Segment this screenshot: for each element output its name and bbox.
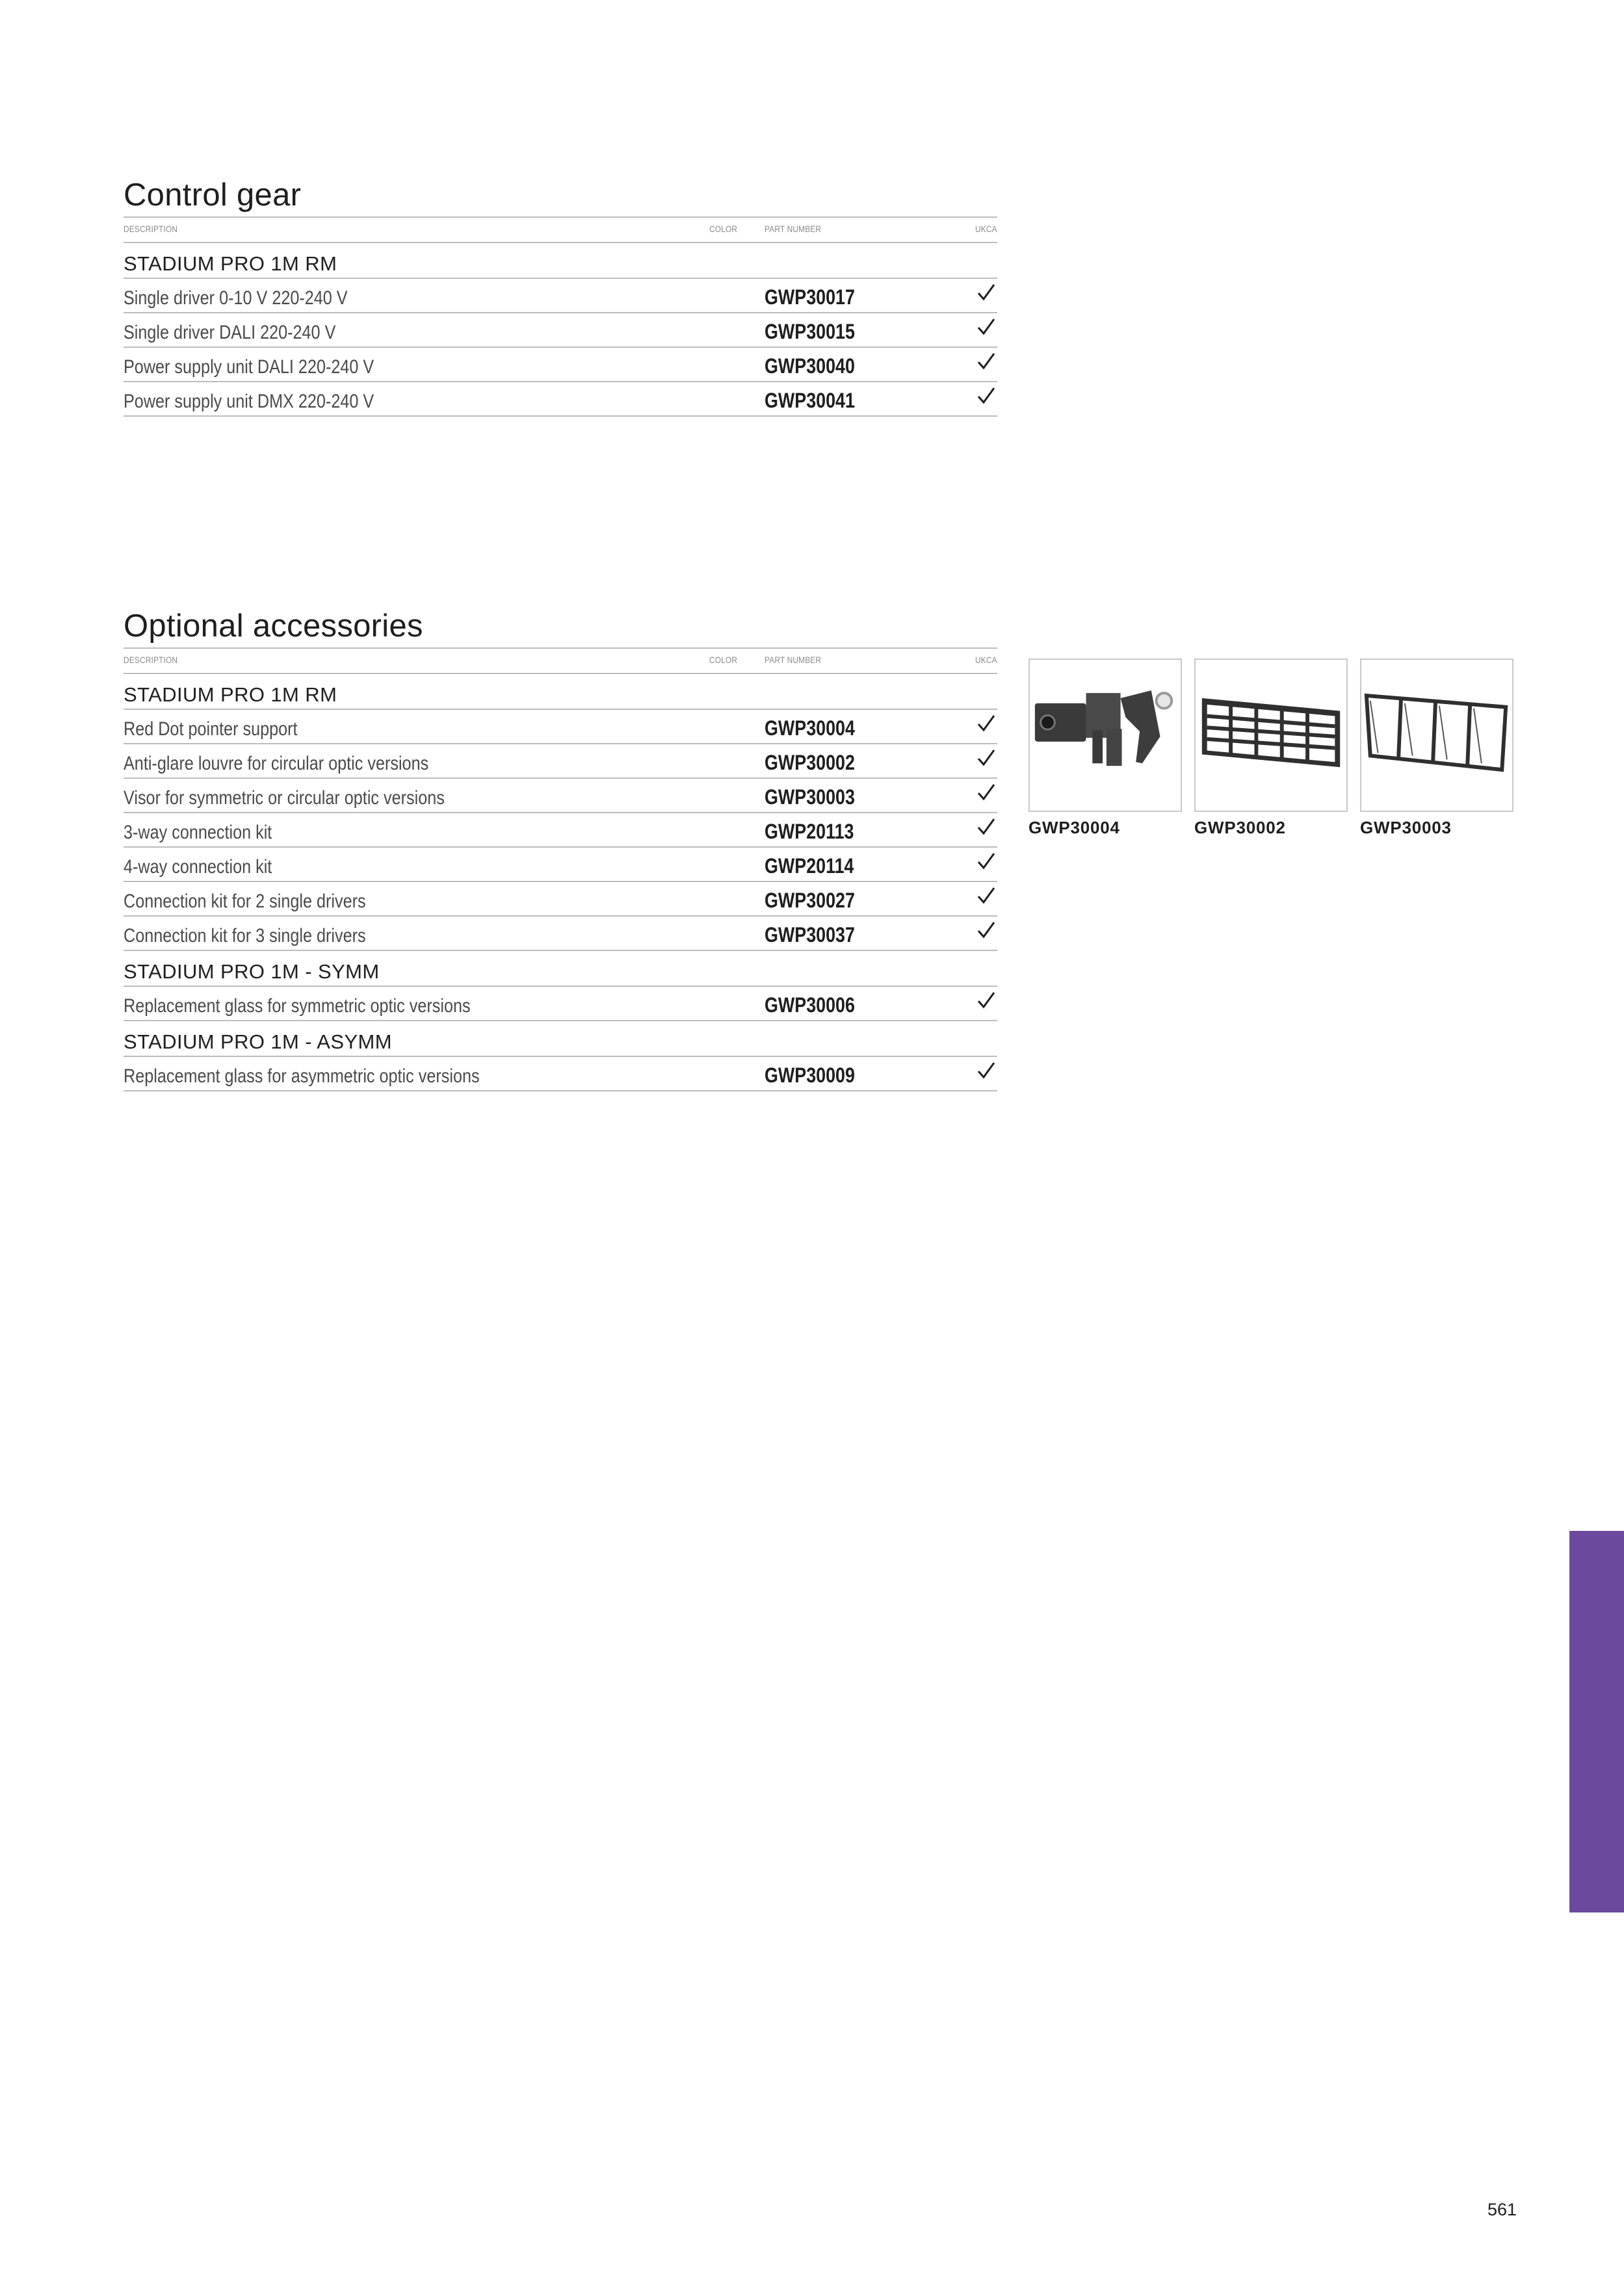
row-part-number: GWP30002 [765, 751, 855, 774]
row-description: Connection kit for 2 single drivers [124, 891, 366, 912]
header-color: COLOR [709, 224, 738, 234]
image-label: GWP30004 [1028, 818, 1120, 837]
row-description: Visor for symmetric or circular optic versions [124, 787, 445, 809]
row-description: Connection kit for 3 single drivers [124, 925, 366, 946]
table-row [124, 744, 997, 779]
row-part-number: GWP20113 [765, 820, 854, 843]
check-icon [976, 783, 996, 802]
row-description: Anti-glare louvre for circular optic versions [124, 753, 429, 774]
pointer-support-icon [1030, 660, 1181, 811]
group-title: STADIUM PRO 1M RM [124, 243, 997, 279]
check-icon [976, 817, 996, 837]
table-row [124, 987, 997, 1021]
table-header [124, 216, 997, 243]
row-part-number: GWP30041 [765, 389, 855, 412]
row-part-number: GWP30040 [765, 354, 855, 378]
row-description: Single driver 0-10 V 220-240 V [124, 287, 348, 309]
row-description: Power supply unit DALI 220-240 V [124, 356, 374, 378]
header-part-number: PART NUMBER [765, 224, 822, 234]
row-description: Red Dot pointer support [124, 718, 298, 740]
header-ukca: UKCA [975, 224, 997, 234]
product-image-gwp30004 [1028, 659, 1182, 812]
check-icon [976, 317, 996, 337]
table-header [124, 647, 997, 674]
product-image-gwp30002 [1194, 659, 1348, 812]
check-icon [976, 852, 996, 871]
page-number: 561 [1487, 2200, 1517, 2219]
check-icon [976, 748, 996, 768]
table-row [124, 710, 997, 744]
check-icon [976, 1061, 996, 1080]
table-row [124, 313, 997, 348]
header-description: DESCRIPTION [124, 655, 178, 665]
check-icon [976, 352, 996, 371]
check-icon [976, 991, 996, 1010]
row-description: 4-way connection kit [124, 856, 272, 878]
header-color: COLOR [709, 655, 738, 665]
row-part-number: GWP30004 [765, 716, 855, 740]
optional-accessories-section [124, 605, 997, 1091]
header-part-number: PART NUMBER [765, 655, 822, 665]
row-description: Replacement glass for symmetric optic versions [124, 995, 471, 1017]
chapter-tab [1569, 1531, 1624, 1912]
image-label: GWP30002 [1194, 818, 1286, 837]
check-icon [976, 886, 996, 906]
header-ukca: UKCA [975, 655, 997, 665]
check-icon [976, 714, 996, 733]
row-description: 3-way connection kit [124, 822, 272, 843]
row-part-number: GWP30009 [765, 1063, 855, 1087]
image-label: GWP30003 [1360, 818, 1452, 837]
row-description: Power supply unit DMX 220-240 V [124, 391, 374, 412]
row-part-number: GWP30006 [765, 993, 855, 1017]
row-part-number: GWP30017 [765, 285, 855, 309]
check-icon [976, 920, 996, 940]
row-part-number: GWP30003 [765, 785, 855, 809]
check-icon [976, 283, 996, 302]
optional-accessories-title: Optional accessories [124, 608, 423, 644]
group-title: STADIUM PRO 1M RM [124, 674, 997, 710]
header-description: DESCRIPTION [124, 224, 178, 234]
table-row [124, 882, 997, 917]
check-icon [976, 386, 996, 406]
row-part-number: GWP20114 [765, 854, 854, 878]
table-row [124, 813, 997, 848]
louvre-icon [1196, 660, 1346, 811]
row-description: Replacement glass for asymmetric optic versions [124, 1065, 480, 1087]
row-part-number: GWP30037 [765, 923, 855, 946]
group-title: STADIUM PRO 1M - ASYMM [124, 1021, 997, 1057]
product-image-gwp30003 [1360, 659, 1513, 812]
row-part-number: GWP30015 [765, 320, 855, 343]
row-description: Single driver DALI 220-240 V [124, 322, 336, 343]
table-row [124, 779, 997, 813]
control-gear-title: Control gear [124, 177, 302, 213]
row-part-number: GWP30027 [765, 889, 855, 912]
table-row [124, 848, 997, 882]
control-gear-section [124, 174, 997, 417]
table-row [124, 382, 997, 417]
table-row [124, 348, 997, 382]
group-title: STADIUM PRO 1M - SYMM [124, 951, 997, 987]
table-row [124, 279, 997, 313]
table-row [124, 1057, 997, 1091]
table-row [124, 917, 997, 951]
visor-icon [1361, 660, 1512, 811]
